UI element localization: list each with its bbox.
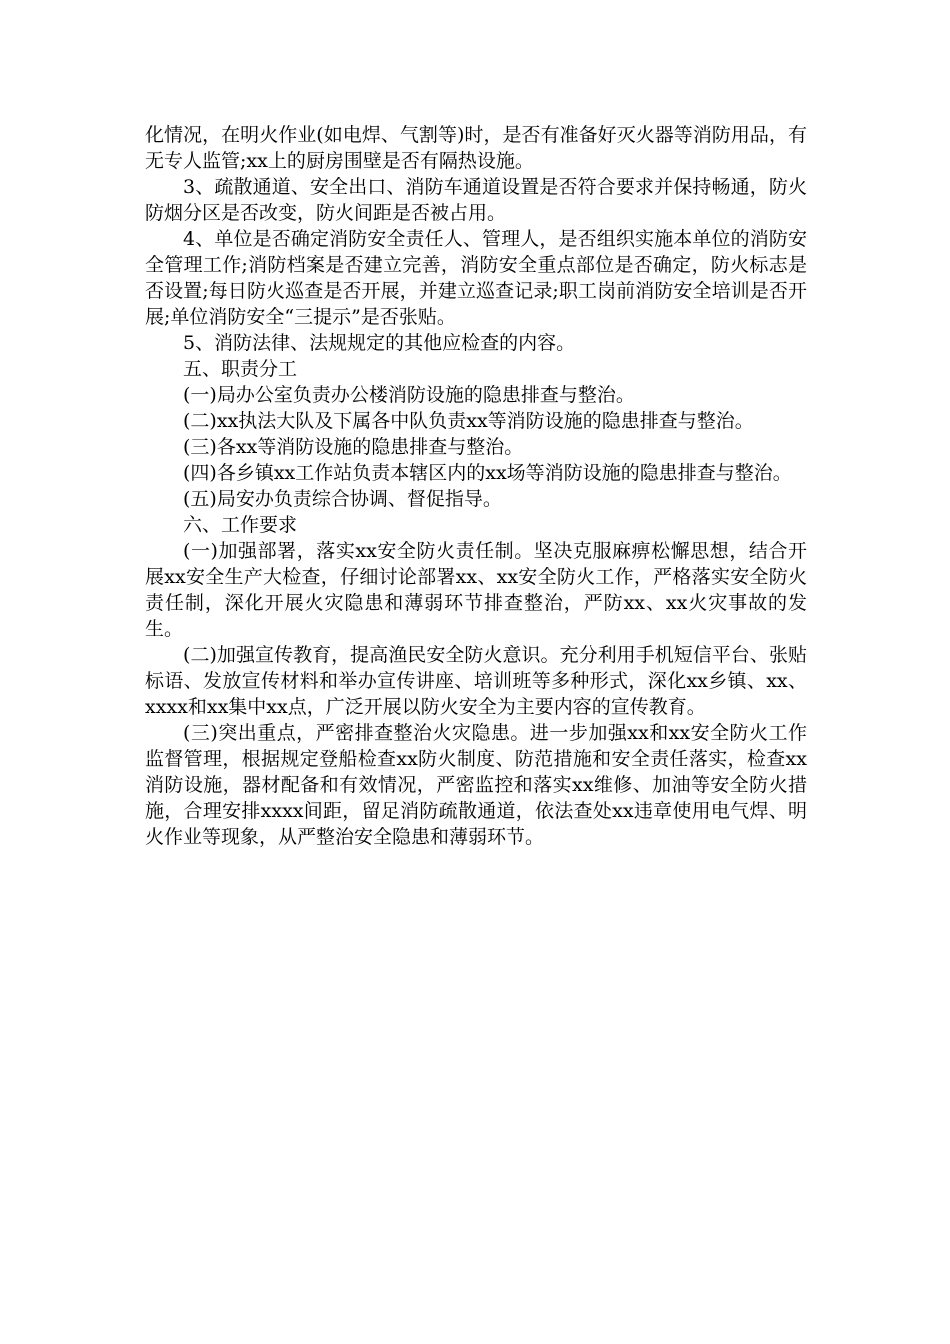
paragraph-continued: 化情况，在明火作业(如电焊、气割等)时，是否有准备好灭火器等消防用品，有无专人监管;xx上的厨房围壁是否有隔热设施。 <box>145 124 807 172</box>
duty-item-2: (二)xx执法大队及下属各中队负责xx等消防设施的隐患排查与整治。 <box>183 410 754 432</box>
paragraph-item-4: 4、单位是否确定消防安全责任人、管理人，是否组织实施本单位的消防安全管理工作;消防档案是否建立完善，消防安全重点部位是否确定，防火标志是否设置;每日防火巡查是否开展，并建立巡查记录;职工岗前消防安全培训是否开展;单位消防安全“三提示”是否张贴。 <box>145 228 807 328</box>
requirement-item-2: (二)加强宣传教育，提高渔民安全防火意识。充分利用手机短信平台、张贴标语、发放宣传材料和举办宣传讲座、培训班等多种形式，深化xx乡镇、xx、xxxx和xx集中xx点，广泛开展以防火安全为主要内容的宣传教育。 <box>145 644 807 718</box>
paragraph-item-5: 5、消防法律、法规规定的其他应检查的内容。 <box>183 332 576 354</box>
paragraph-item-3: 3、疏散通道、安全出口、消防车通道设置是否符合要求并保持畅通，防火防烟分区是否改变，防火间距是否被占用。 <box>145 176 807 224</box>
duty-item-4: (四)各乡镇xx工作站负责本辖区内的xx场等消防设施的隐患排查与整治。 <box>183 462 792 484</box>
duty-item-3: (三)各xx等消防设施的隐患排查与整治。 <box>183 436 524 458</box>
document-body <box>145 122 807 850</box>
duty-item-1: (一)局办公室负责办公楼消防设施的隐患排查与整治。 <box>183 384 635 406</box>
requirement-item-3: (三)突出重点，严密排查整治火灾隐患。进一步加强xx和xx安全防火工作监督管理，根据规定登船检查xx防火制度、防范措施和安全责任落实，检查xx消防设施，器材配备和有效情况，严密监控和落实xx维修、加油等安全防火措施，合理安排xxxx间距，留足消防疏散通道，依法查处xx违章使用电气焊、明火作业等现象，从严整治安全隐患和薄弱环节。 <box>145 722 807 848</box>
section-heading-six: 六、工作要求 <box>183 514 298 536</box>
requirement-item-1: (一)加强部署，落实xx安全防火责任制。坚决克服麻痹松懈思想，结合开展xx安全生产大检查，仔细讨论部署xx、xx安全防火工作，严格落实安全防火责任制，深化开展火灾隐患和薄弱环节排查整治，严防xx、xx火灾事故的发生。 <box>145 540 807 640</box>
section-heading-five: 五、职责分工 <box>183 358 298 380</box>
duty-item-5: (五)局安办负责综合协调、督促指导。 <box>183 488 502 510</box>
